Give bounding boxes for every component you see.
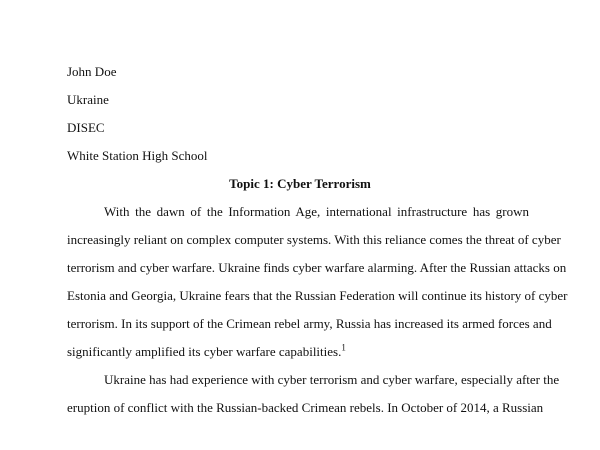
school-name: White Station High School — [67, 148, 208, 163]
country-name: Ukraine — [67, 92, 109, 107]
paragraph-line: Ukraine has had experience with cyber terrorism and cyber warfare, especially after the — [104, 372, 560, 387]
paragraph-line: terrorism. In its support of the Crimean rebel army, Russia has increased its armed forces and — [67, 316, 552, 331]
paragraph-line-text: significantly amplified its cyber warfare capabilities. — [67, 344, 342, 359]
author-name: John Doe — [67, 64, 117, 79]
paragraph-line: eruption of conflict with the Russian-backed Crimean rebels. In October of 2014, a Russian — [67, 400, 544, 415]
paragraph-line: terrorism and cyber warfare. Ukraine finds cyber warfare alarming. After the Russian attacks on — [67, 260, 567, 275]
document-title: Topic 1: Cyber Terrorism — [229, 176, 371, 191]
footnote-marker: 1 — [341, 342, 346, 353]
paragraph-line: With the dawn of the Information Age, international infrastructure has grown — [104, 204, 529, 219]
committee-name: DISEC — [67, 120, 105, 135]
paragraph-line: increasingly reliant on complex computer systems. With this reliance comes the threat of cyber — [67, 232, 561, 247]
paragraph-line: Estonia and Georgia, Ukraine fears that the Russian Federation will continue its history of cyber — [67, 288, 568, 303]
paragraph-last-line — [67, 344, 529, 360]
